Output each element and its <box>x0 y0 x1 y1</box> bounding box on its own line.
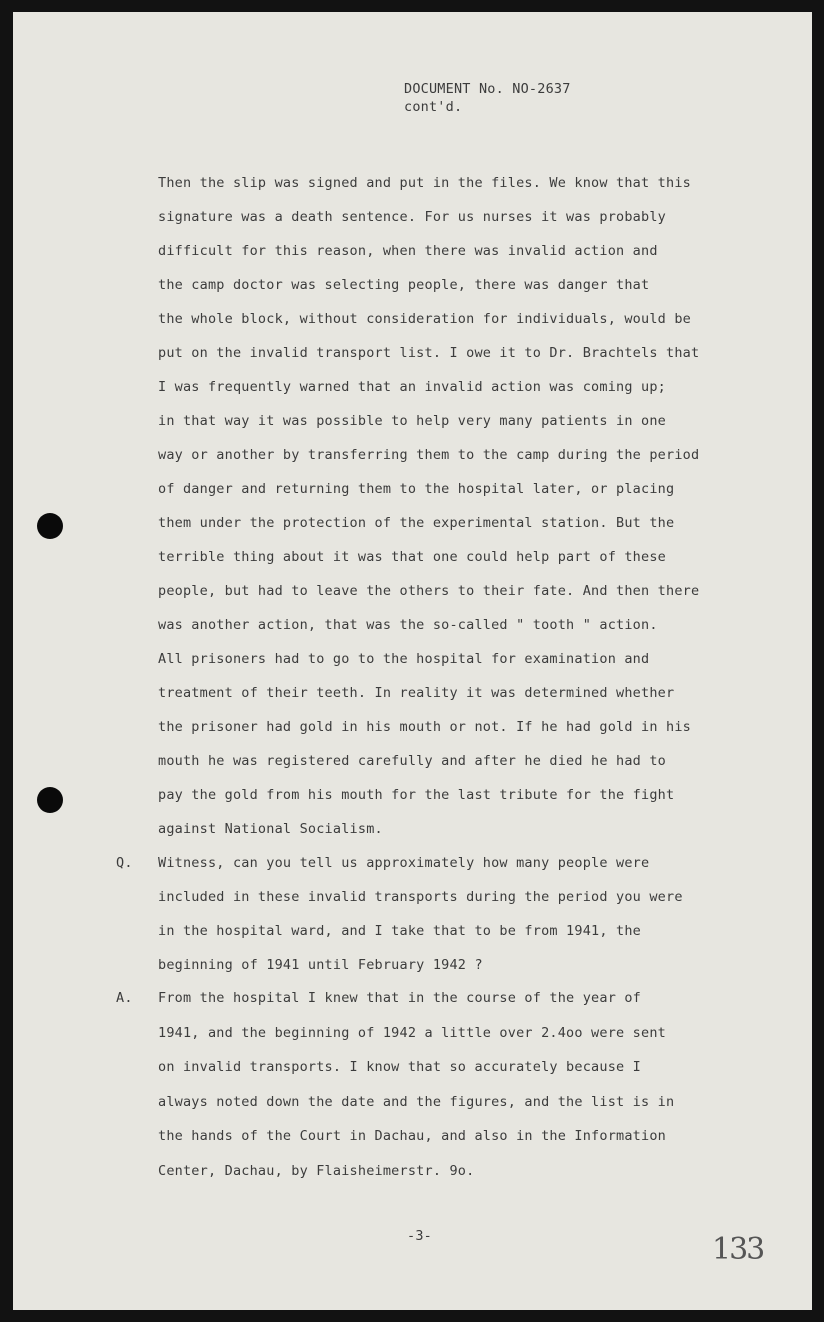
text-line: terrible thing about it was that one could help part of these <box>158 549 666 565</box>
text-line: was another action, that was the so-called " tooth " action. <box>158 617 658 633</box>
text-line: 1941, and the beginning of 1942 a little over 2.4oo were sent <box>158 1024 666 1041</box>
text-line: the prisoner had gold in his mouth or not. If he had gold in his <box>158 719 691 735</box>
text-line: them under the protection of the experimental station. But the <box>158 515 675 531</box>
text-line: Witness, can you tell us approximately how many people were <box>158 855 650 871</box>
text-line: included in these invalid transports during the period you were <box>158 889 683 905</box>
text-line: put on the invalid transport list. I owe it to Dr. Brachtels that <box>158 345 700 361</box>
text-line: Then the slip was signed and put in the files. We know that this <box>158 175 691 191</box>
document-header <box>404 80 571 116</box>
text-line: I was frequently warned that an invalid action was coming up; <box>158 379 666 395</box>
text-line: in the hospital ward, and I take that to be from 1941, the <box>158 923 642 939</box>
answer-marker: A. <box>116 990 133 1006</box>
text-line: mouth he was registered carefully and after he died he had to <box>158 753 666 769</box>
text-line: All prisoners had to go to the hospital for examination and <box>158 651 650 667</box>
text-line: on invalid transports. I know that so accurately because I <box>158 1059 642 1075</box>
text-line: Center, Dachau, by Flaisheimerstr. 9o. <box>158 1162 475 1179</box>
text-line: pay the gold from his mouth for the last tribute for the fight <box>158 787 675 803</box>
text-line: signature was a death sentence. For us nurses it was probably <box>158 209 666 225</box>
text-line: people, but had to leave the others to their fate. And then there <box>158 583 700 599</box>
text-line: in that way it was possible to help very many patients in one <box>158 413 666 429</box>
text-line: difficult for this reason, when there was invalid action and <box>158 243 658 259</box>
text-line: beginning of 1941 until February 1942 ? <box>158 957 483 973</box>
text-line: the whole block, without consideration for individuals, would be <box>158 311 691 327</box>
punch-hole-bottom <box>37 787 63 813</box>
text-line: always noted down the date and the figures, and the list is in <box>158 1093 675 1110</box>
question-marker: Q. <box>116 855 133 871</box>
text-line: against National Socialism. <box>158 821 383 837</box>
text-line: treatment of their teeth. In reality it was determined whether <box>158 685 675 701</box>
continued-label: cont'd. <box>404 99 463 115</box>
text-line: From the hospital I knew that in the course of the year of <box>158 990 642 1006</box>
page-number: -3- <box>407 1228 432 1244</box>
handwritten-page-number: 133 <box>712 1232 764 1267</box>
text-line: way or another by transferring them to the camp during the period <box>158 447 700 463</box>
text-line: the camp doctor was selecting people, there was danger that <box>158 277 650 293</box>
text-line: of danger and returning them to the hospital later, or placing <box>158 481 675 497</box>
document-number: DOCUMENT No. NO-2637 <box>404 81 571 97</box>
text-line: the hands of the Court in Dachau, and also in the Information <box>158 1128 666 1144</box>
punch-hole-top <box>37 513 63 539</box>
